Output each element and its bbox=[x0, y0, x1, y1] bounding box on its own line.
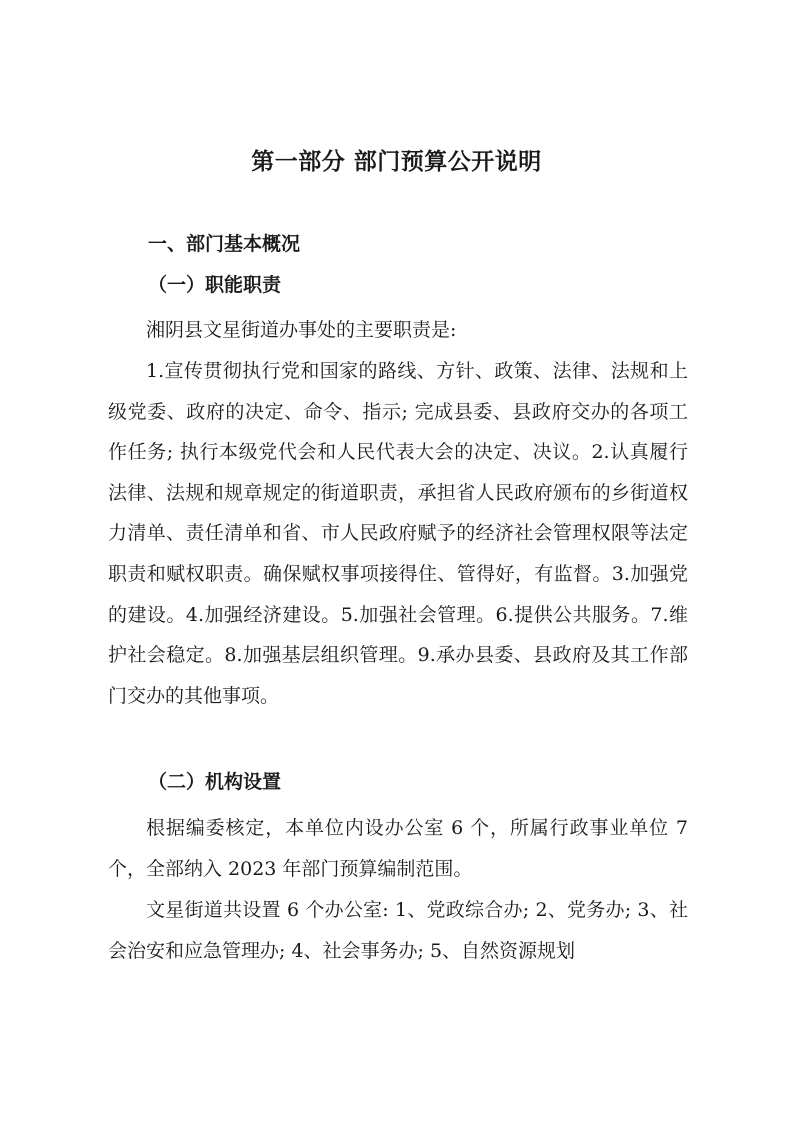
subsection-heading-duties: （一）职能职责 bbox=[148, 274, 282, 296]
section-heading-basic-overview: 一、部门基本概况 bbox=[148, 233, 301, 255]
organization-paragraph-1: 根据编委核定，本单位内设办公室 6 个，所属行政事业单位 7 个，全部纳入 2023 年部门预算编制范围。 bbox=[108, 817, 688, 880]
document-title: 第一部分 部门预算公开说明 bbox=[251, 149, 542, 175]
organization-paragraph-2: 文星街道共设置 6 个办公室: 1、党政综合办; 2、党务办; 3、社会治安和应急管理办; 4、社会事务办; 5、自然资源规划 bbox=[108, 899, 688, 962]
duties-intro-paragraph: 湘阴县文星街道办事处的主要职责是: bbox=[146, 319, 457, 341]
subsection-heading-organization: （二）机构设置 bbox=[148, 771, 282, 793]
duties-body-paragraph: 1.宣传贯彻执行党和国家的路线、方针、政策、法律、法规和上级党委、政府的决定、命令、指示; 完成县委、县政府交办的各项工作任务; 执行本级党代会和人民代表大会的决定、决议。2.认真履行法律、法规和规章规定的街道职责，承担省人民政府颁布的乡街道权力清单、责任清单和省、市人民政府赋予的经济社会管理权限等法定职责和赋权职责。确保赋权事项接得住、管得好，有监督。3.加强党的建设。4.加强经济建设。5.加强社会管理。6.提供公共服务。7.维护社会稳定。8.加强基层组织管理。9.承办县委、县政府及其工作部门交办的其他事项。 bbox=[108, 360, 688, 707]
